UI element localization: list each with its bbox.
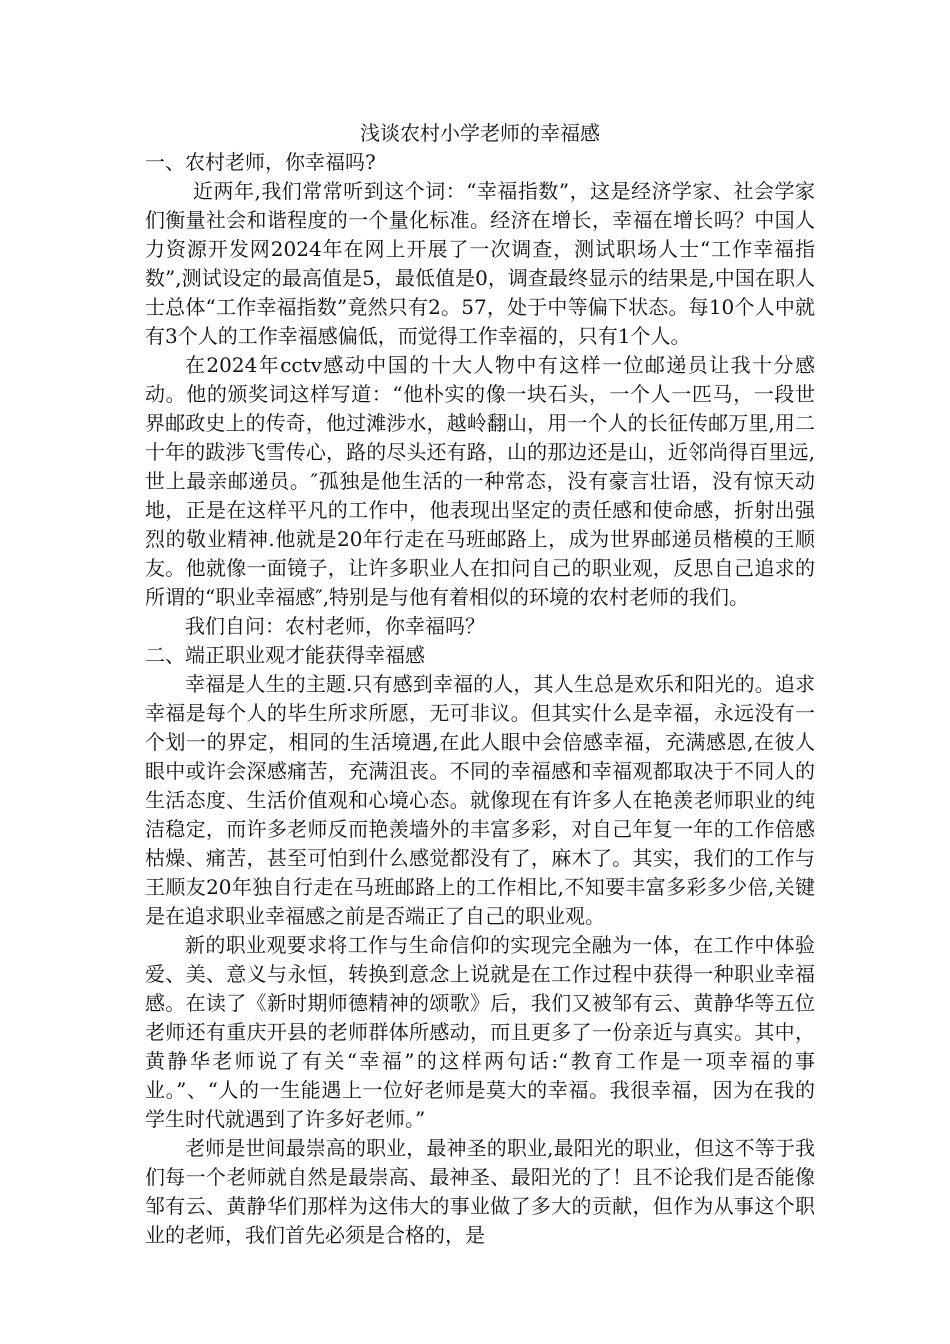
section-heading-2: 二、端正职业观才能获得幸福感 (145, 643, 425, 667)
paragraph: 老师是世间最崇高的职业，最神圣的职业,最阳光的职业，但这不等于我们每一个老师就自然是最崇高、最神圣、最阳光的了！且不论我们是否能像邹有云、黄静华们那样为这伟大的事业做了多大的贡献，但作为从事这个职业的老师，我们首先必须是合格的，是 (145, 1136, 815, 1247)
paragraph: 我们自问：农村老师，你幸福吗？ (185, 614, 485, 638)
paragraph: 幸福是人生的主题.只有感到幸福的人，其人生总是欢乐和阳光的。追求幸福是每个人的毕生所求所愿，无可非议。但其实什么是幸福，永远没有一个划一的界定，相同的生活境遇,在此人眼中会倍感幸福，充满感恩,在彼人眼中或许会深感痛苦，充满沮丧。不同的幸福感和幸福观都取决于不同人的生活态度、生活价值观和心境心态。就像现在有许多人在艳羡老师职业的纯洁稳定，而许多老师反而艳羡墙外的丰富多彩，对自己年复一年的工作倍感枯燥、痛苦，甚至可怕到什么感觉都没有了，麻木了。其实，我们的工作与王顺友20年独自行走在马班邮路上的工作相比,不知要丰富多彩多少倍,关键是在追求职业幸福感之前是否端正了自己的职业观。 (145, 672, 815, 928)
document-page (145, 118, 815, 1250)
paragraph: 近两年,我们常常听到这个词：“幸福指数”，这是经济学家、社会学家们衡量社会和谐程度的一个量化标准。经济在增长，幸福在增长吗？中国人力资源开发网2024年在网上开展了一次调查，测试职场人士“工作幸福指数”,测试设定的最高值是5，最低值是0，调查最终显示的结果是,中国在职人士总体“工作幸福指数”竟然只有2。57，处于中等偏下状态。每10个人中就有3个人的工作幸福感偏低，而觉得工作幸福的，只有1个人。 (145, 179, 815, 348)
paragraph: 在2024年cctv感动中国的十大人物中有这样一位邮递员让我十分感动。他的颁奖词这样写道：“他朴实的像一块石头，一个人一匹马，一段世界邮政史上的传奇，他过滩涉水，越岭翻山，用一个人的长征传邮万里,用二十年的跋涉飞雪传心，路的尽头还有路，山的那边还是山，近邻尚得百里远,世上最亲邮递员。″孤独是他生活的一种常态，没有豪言壮语，没有惊天动地，正是在这样平凡的工作中，他表现出坚定的责任感和使命感，折射出强烈的敬业精神.他就是20年行走在马班邮路上，成为世界邮递员楷模的王顺友。他就像一面镜子，让许多职业人在扣问自己的职业观，反思自己追求的所谓的“职业幸福感″,特别是与他有着相似的环境的农村老师的我们。 (145, 353, 815, 609)
document-title: 浅谈农村小学老师的幸福感 (360, 121, 600, 145)
paragraph: 新的职业观要求将工作与生命信仰的实现完全融为一体，在工作中体验爱、美、意义与永恒，转换到意念上说就是在工作过程中获得一种职业幸福感。在读了《新时期师德精神的颂歌》后，我们又被邹有云、黄静华等五位老师还有重庆开县的老师群体所感动，而且更多了一份亲近与真实。其中，黄静华老师说了有关“幸福”的这样两句话:“教育工作是一项幸福的事业。”、“人的一生能遇上一位好老师是莫大的幸福。我很幸福，因为在我的学生时代就遇到了许多好老师。” (145, 933, 815, 1131)
section-heading-1: 一、农村老师，你幸福吗? (145, 150, 376, 174)
